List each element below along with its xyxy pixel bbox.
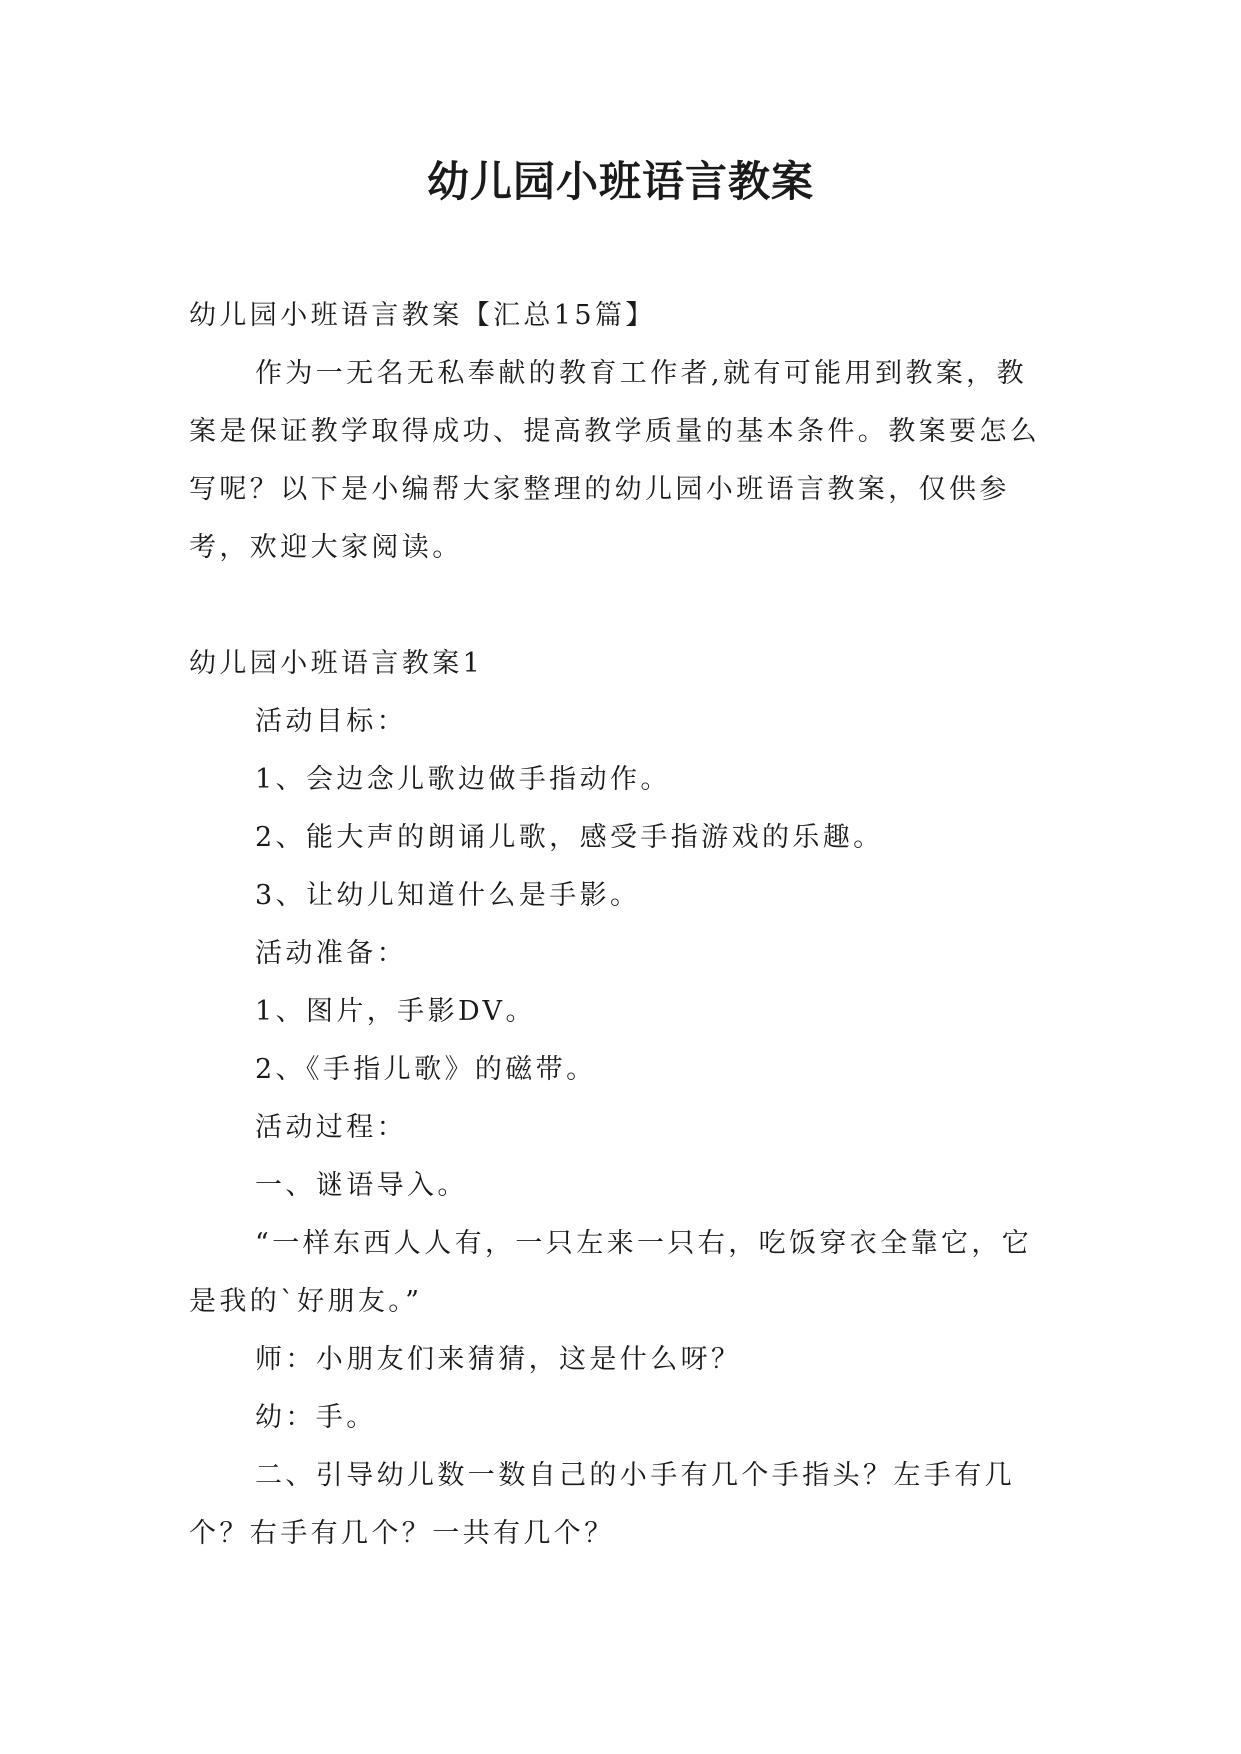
goal-item: 1、会边念儿歌边做手指动作。 [255, 764, 671, 795]
document-title: 幼儿园小班语言教案 [426, 157, 814, 206]
preparation-item: 1、图片，手影DV。 [255, 996, 536, 1027]
process-step: 二、引导幼儿数一数自己的小手有几个手指头？左手有几个？右手有几个？一共有几个？ [189, 1460, 1015, 1549]
activity-process-heading: 活动过程： [255, 1112, 407, 1143]
dialogue-line: 幼：手。 [255, 1402, 377, 1433]
process-step: 一、谜语导入。 [255, 1170, 468, 1201]
activity-preparation-heading: 活动准备： [255, 938, 407, 969]
riddle-paragraph: “一样东西人人有，一只左来一只右，吃饭穿衣全靠它，它是我的`好朋友。” [189, 1228, 1033, 1317]
intro-paragraph: 作为一无名无私奉献的教育工作者,就有可能用到教案，教案是保证教学取得成功、提高教学质量的基本条件。教案要怎么写呢？以下是小编帮大家整理的幼儿园小班语言教案，仅供参考，欢迎大家阅读。 [189, 358, 1041, 563]
preparation-item: 2、《手指儿歌》的磁带。 [255, 1054, 597, 1085]
goal-item: 3、让幼儿知道什么是手影。 [255, 880, 641, 911]
dialogue-line: 师：小朋友们来猜猜，这是什么呀？ [255, 1344, 742, 1375]
section-heading: 幼儿园小班语言教案1 [189, 648, 484, 679]
activity-goals-heading: 活动目标： [255, 706, 407, 737]
goal-item: 2、能大声的朗诵儿歌，感受手指游戏的乐趣。 [255, 822, 884, 853]
collection-heading: 幼儿园小班语言教案【汇总15篇】 [189, 300, 656, 331]
document-body [189, 287, 1054, 1563]
paragraph-spacer [189, 577, 1054, 635]
